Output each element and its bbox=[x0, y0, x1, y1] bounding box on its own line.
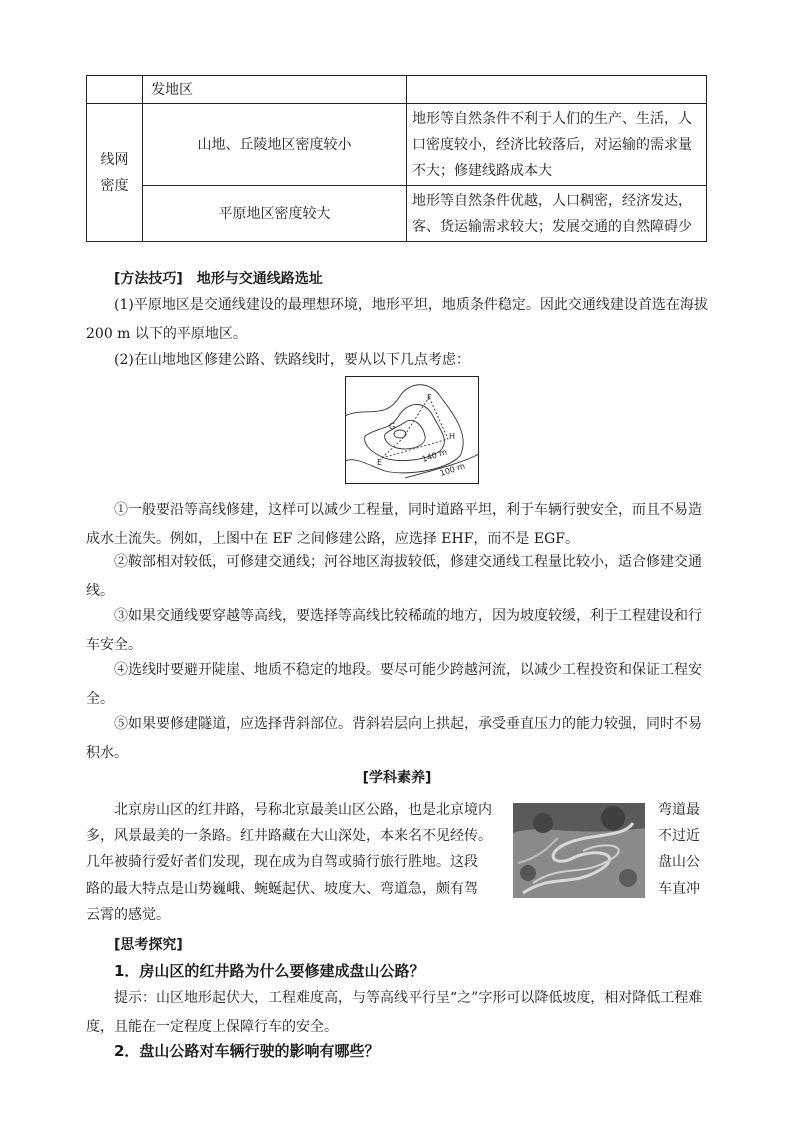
row-label-density: 线网 密度 bbox=[87, 104, 143, 242]
table-cell-feature: 山地、丘陵地区密度较小 bbox=[143, 104, 407, 186]
literacy-line: 云霄的感觉。 bbox=[86, 907, 170, 923]
label-140m: 140 m bbox=[420, 447, 448, 464]
literacy-line: 路的最大特点是山势巍峨、蜿蜒起伏、坡度大、弯道急，颇有驾 bbox=[86, 881, 478, 897]
table-cell-reason: 地形等自然条件优越，人口稠密，经济发达，客、货运输需求较大；发展交通的自然障碍少 bbox=[407, 186, 707, 242]
table-cell-empty bbox=[87, 76, 143, 104]
table-cell-reason: 地形等自然条件不利于人们的生产、生活，人口密度较小，经济比较落后，对运输的需求量不大；修建线路成本大 bbox=[407, 104, 707, 186]
contour-map bbox=[345, 376, 479, 484]
mountain-road-photo bbox=[513, 803, 645, 898]
label-f: F bbox=[427, 393, 432, 402]
method-point-4: ④选线时要避开陡崖、地质不稳定的地段。要尽可能少跨越河流，以减少工程投资和保证工程安全。 bbox=[86, 662, 702, 707]
method-point-1: ①一般要沿等高线修建，这样可以减少工程量，同时道路平坦，利于车辆行驶安全，而且不易造成水土流失。例如，上图中在 EF 之间修建公路，应选择 EHF，而不是 EGF。 bbox=[86, 502, 702, 547]
density-table bbox=[86, 75, 707, 242]
literacy-line: 几年被骑行爱好者们发现，现在成为自驾或骑行旅行胜地。这段 bbox=[86, 854, 478, 870]
method-paragraph-1: (1)平原地区是交通线建设的最理想环境，地形平坦，地质条件稳定。因此交通线建设首选在海拔 200 m 以下的平原地区。 bbox=[86, 297, 708, 342]
label-e: E bbox=[377, 458, 383, 467]
method-point-5: ⑤如果要修建隧道，应选择背斜部位。背斜岩层向上拱起，承受垂直压力的能力较强，同时不易积水。 bbox=[86, 716, 702, 761]
label-100m: 100 m bbox=[438, 461, 466, 478]
table-cell: 发地区 bbox=[143, 76, 407, 104]
literacy-line: 北京房山区的红井路，号称北京最美山区公路，也是北京境内 bbox=[114, 802, 492, 818]
table-cell bbox=[407, 76, 707, 104]
method-heading: [方法技巧] 地形与交通线路选址 bbox=[114, 271, 323, 287]
literacy-line: 多，风景最美的一条路。红井路藏在大山深处，本来名不见经传。 bbox=[86, 828, 492, 844]
method-point-2: ②鞍部相对较低，可修建交通线；河谷地区海拔较低，修建交通线工程量比较小，适合修建交通线。 bbox=[86, 554, 702, 599]
literacy-heading: [学科素养] bbox=[362, 770, 432, 786]
method-paragraph-2: (2)在山地地区修建公路、铁路线时，要从以下几点考虑： bbox=[114, 352, 470, 368]
answer-1: 提示：山区地形起伏大，工程难度高，与等高线平行呈“之”字形可以降低坡度，相对降低工程难度，且能在一定程度上保障行车的安全。 bbox=[86, 990, 703, 1035]
literacy-right-line: 车直冲 bbox=[658, 881, 700, 897]
label-h: H bbox=[449, 432, 456, 441]
method-point-3: ③如果交通线要穿越等高线，要选择等高线比较稀疏的地方，因为坡度较缓，利于工程建设和行车安全。 bbox=[86, 608, 702, 653]
literacy-right-line: 弯道最 bbox=[658, 802, 700, 818]
label-g: G bbox=[389, 422, 396, 431]
literacy-right-line: 不过近 bbox=[658, 828, 700, 844]
table-cell-feature: 平原地区密度较大 bbox=[143, 186, 407, 242]
question-2: 2．盘山公路对车辆行驶的影响有哪些？ bbox=[114, 1042, 380, 1060]
question-1: 1．房山区的红井路为什么要修建成盘山公路？ bbox=[114, 962, 425, 980]
explore-heading: [思考探究] bbox=[114, 937, 183, 953]
literacy-right-line: 盘山公 bbox=[658, 854, 700, 870]
